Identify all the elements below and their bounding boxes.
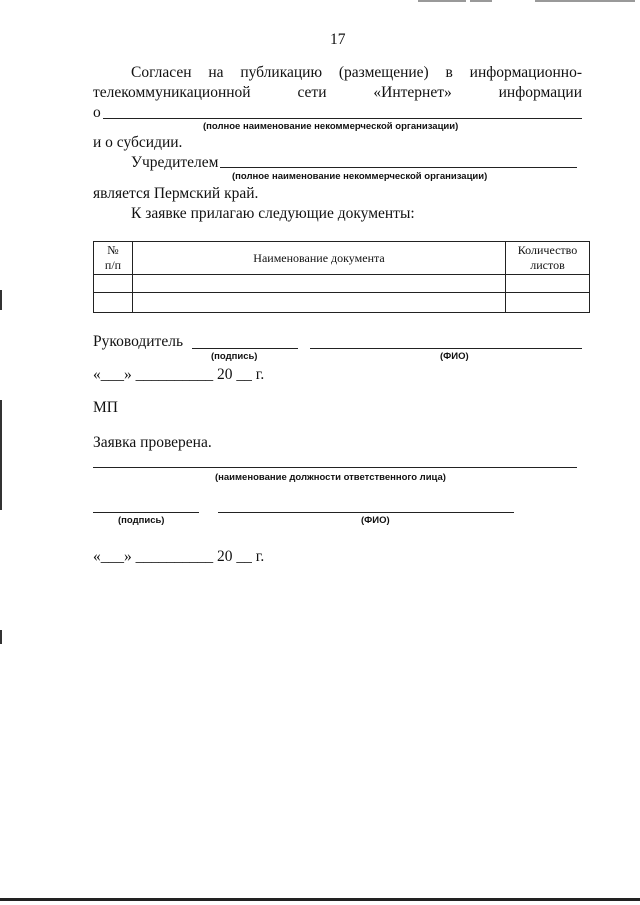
- checker-signature-caption: (подпись): [118, 515, 165, 526]
- about-prefix: о: [93, 104, 101, 121]
- consent-word: «Интернет»: [373, 84, 452, 101]
- attachments-intro: К заявке прилагаю следующие документы:: [131, 205, 415, 222]
- header-count-line2: листов: [530, 258, 565, 272]
- checked-date: «___» __________ 20 __ г.: [93, 548, 265, 565]
- founder-field-line[interactable]: [220, 167, 577, 168]
- scan-artifact-left-1: [0, 290, 2, 310]
- subsidy-text: и о субсидии.: [93, 134, 183, 151]
- checker-signature-line[interactable]: [93, 512, 199, 513]
- org-name-caption: (полное наименование некоммерческой организации): [203, 121, 459, 132]
- header-cell-doc-name: [133, 242, 506, 275]
- founder-label: Учредителем: [131, 154, 219, 171]
- checked-title: Заявка проверена.: [93, 434, 212, 451]
- scan-artifact-left-3: [0, 630, 2, 644]
- consent-word: информации: [498, 84, 582, 101]
- head-label: Руководитель: [93, 333, 184, 350]
- consent-line-2: [93, 84, 582, 102]
- org-name-field-line[interactable]: [103, 118, 582, 119]
- header-doc-name-label: Наименование документа: [253, 250, 385, 265]
- consent-word: телекоммуникационной: [93, 84, 251, 101]
- checker-name-caption: (ФИО): [361, 515, 390, 526]
- table-cell[interactable]: [94, 293, 133, 313]
- table-cell[interactable]: [506, 275, 590, 293]
- scan-artifact-top-1: [418, 0, 466, 2]
- founder-tail: является Пермский край.: [93, 185, 259, 202]
- header-count-line1: Количество: [517, 243, 578, 257]
- head-date: «___» __________ 20 __ г.: [93, 366, 265, 383]
- header-cell-sheet-count: [506, 242, 590, 275]
- consent-word: сети: [297, 84, 327, 101]
- consent-word: на: [208, 64, 224, 81]
- header-cell-number: [94, 242, 133, 275]
- consent-word: публикацию: [240, 64, 323, 81]
- head-signature-caption: (подпись): [211, 351, 258, 362]
- table-header-row: [94, 242, 590, 275]
- table-cell[interactable]: [133, 275, 506, 293]
- head-signature-line[interactable]: [192, 348, 298, 349]
- head-name-line[interactable]: [310, 348, 582, 349]
- table-row: [94, 275, 590, 293]
- consent-word: Согласен: [131, 64, 192, 81]
- table-cell[interactable]: [133, 293, 506, 313]
- responsible-position-line[interactable]: [93, 467, 577, 468]
- documents-table: [93, 241, 590, 313]
- scan-artifact-bottom: [0, 898, 640, 901]
- table-cell[interactable]: [506, 293, 590, 313]
- header-number-line2: п/п: [104, 258, 122, 272]
- consent-word: в: [445, 64, 453, 81]
- consent-word: (размещение): [338, 64, 429, 81]
- consent-word: информационно-: [469, 64, 582, 81]
- consent-line-1: [131, 64, 582, 82]
- table-cell[interactable]: [94, 275, 133, 293]
- responsible-position-caption: (наименование должности ответственного лица): [215, 472, 446, 483]
- page-number: 17: [330, 31, 346, 48]
- checker-name-line[interactable]: [218, 512, 514, 513]
- scan-artifact-top-2: [470, 0, 492, 2]
- table-row: [94, 293, 590, 313]
- scan-artifact-left-2: [0, 400, 2, 510]
- head-name-caption: (ФИО): [440, 351, 469, 362]
- stamp-label: МП: [93, 399, 118, 416]
- scan-artifact-top-3: [535, 0, 635, 2]
- founder-caption: (полное наименование некоммерческой организации): [232, 171, 488, 182]
- header-number-line1: №: [107, 243, 119, 257]
